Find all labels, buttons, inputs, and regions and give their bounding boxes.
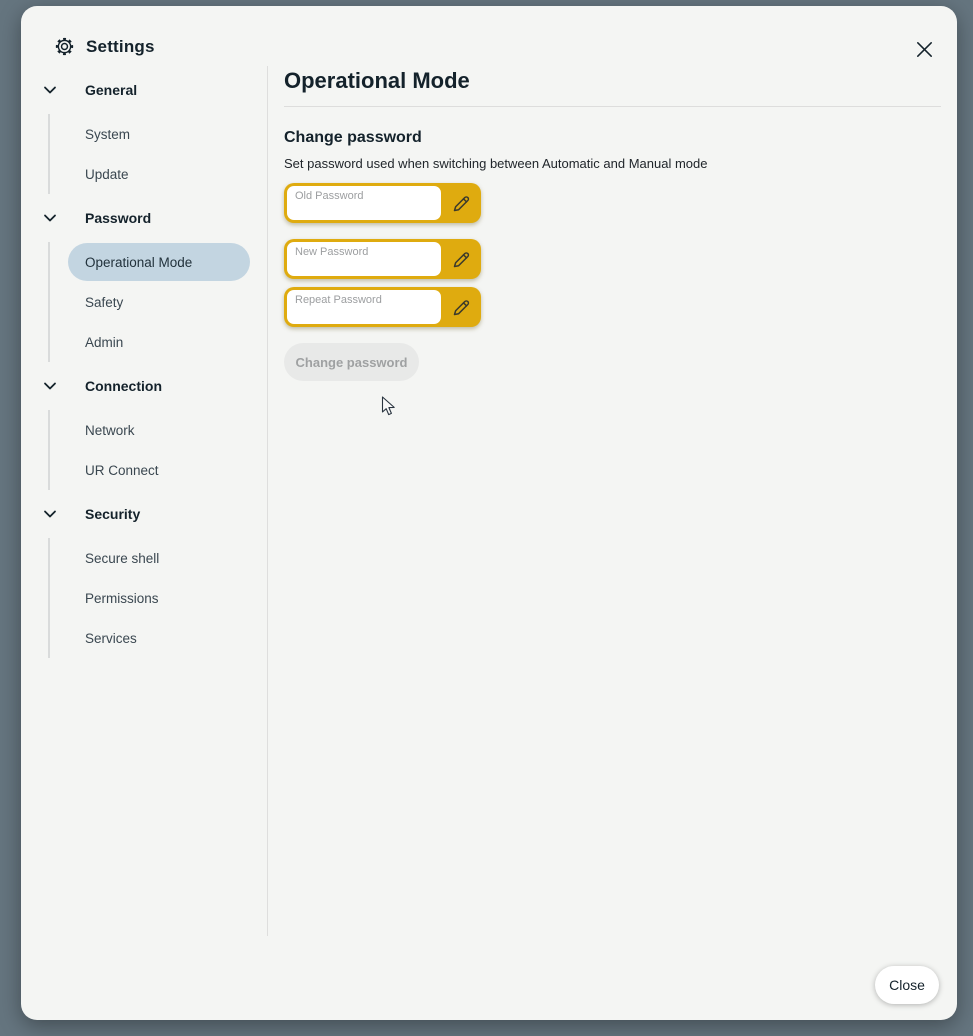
new-password-edit-button[interactable] [441,239,481,279]
sidebar-section-password[interactable] [21,194,267,242]
repeat-password-field [284,287,481,327]
sidebar-group-security [48,538,267,658]
sidebar-item-label: Services [85,630,137,646]
sidebar-section-label: Password [85,210,152,226]
settings-sidebar [21,66,267,658]
change-password-heading: Change password [284,129,422,146]
chevron-down-icon [42,210,58,226]
dialog-header [54,36,155,57]
sidebar-item-operational-mode[interactable] [50,242,267,282]
sidebar-section-general[interactable] [21,66,267,114]
sidebar-item-update[interactable] [50,154,267,194]
sidebar-item-secure-shell[interactable] [50,538,267,578]
divider [284,106,941,107]
gear-icon [54,36,75,57]
sidebar-item-permissions[interactable] [50,578,267,618]
sidebar-group-connection [48,410,267,490]
change-password-description: Set password used when switching between Automatic and Manual mode [284,156,708,171]
dialog-title: Settings [86,36,155,56]
sidebar-group-general [48,114,267,194]
chevron-down-icon [42,82,58,98]
sidebar-section-label: General [85,82,138,98]
sidebar-item-label: Secure shell [85,550,160,566]
repeat-password-edit-button[interactable] [441,287,481,327]
sidebar-item-label: Update [85,166,129,182]
sidebar-item-label: System [85,126,131,142]
pencil-icon [451,297,472,318]
sidebar-item-ur-connect[interactable] [50,450,267,490]
sidebar-section-label: Connection [85,378,162,394]
old-password-edit-button[interactable] [441,183,481,223]
chevron-down-icon [42,378,58,394]
sidebar-item-label: UR Connect [85,462,159,478]
sidebar-item-label: Safety [85,294,124,310]
sidebar-section-connection[interactable] [21,362,267,410]
settings-dialog [21,6,957,1020]
close-button[interactable]: Close [875,966,939,1004]
new-password-field [284,239,481,279]
sidebar-item-label: Permissions [85,590,159,606]
sidebar-item-label: Operational Mode [85,254,193,270]
repeat-password-input[interactable] [287,290,441,324]
page-title: Operational Mode [284,68,470,93]
pencil-icon [451,193,472,214]
sidebar-item-label: Network [85,422,135,438]
chevron-down-icon [42,506,58,522]
sidebar-item-safety[interactable] [50,282,267,322]
new-password-input[interactable] [287,242,441,276]
old-password-input[interactable] [287,186,441,220]
pencil-icon [451,249,472,270]
change-password-button[interactable]: Change password [284,343,419,381]
sidebar-section-label: Security [85,506,141,522]
sidebar-item-system[interactable] [50,114,267,154]
sidebar-item-network[interactable] [50,410,267,450]
sidebar-section-security[interactable] [21,490,267,538]
main-panel [267,66,941,936]
sidebar-item-admin[interactable] [50,322,267,362]
sidebar-group-password [48,242,267,362]
old-password-field [284,183,481,223]
sidebar-item-services[interactable] [50,618,267,658]
close-icon[interactable] [911,36,937,62]
sidebar-item-label: Admin [85,334,124,350]
